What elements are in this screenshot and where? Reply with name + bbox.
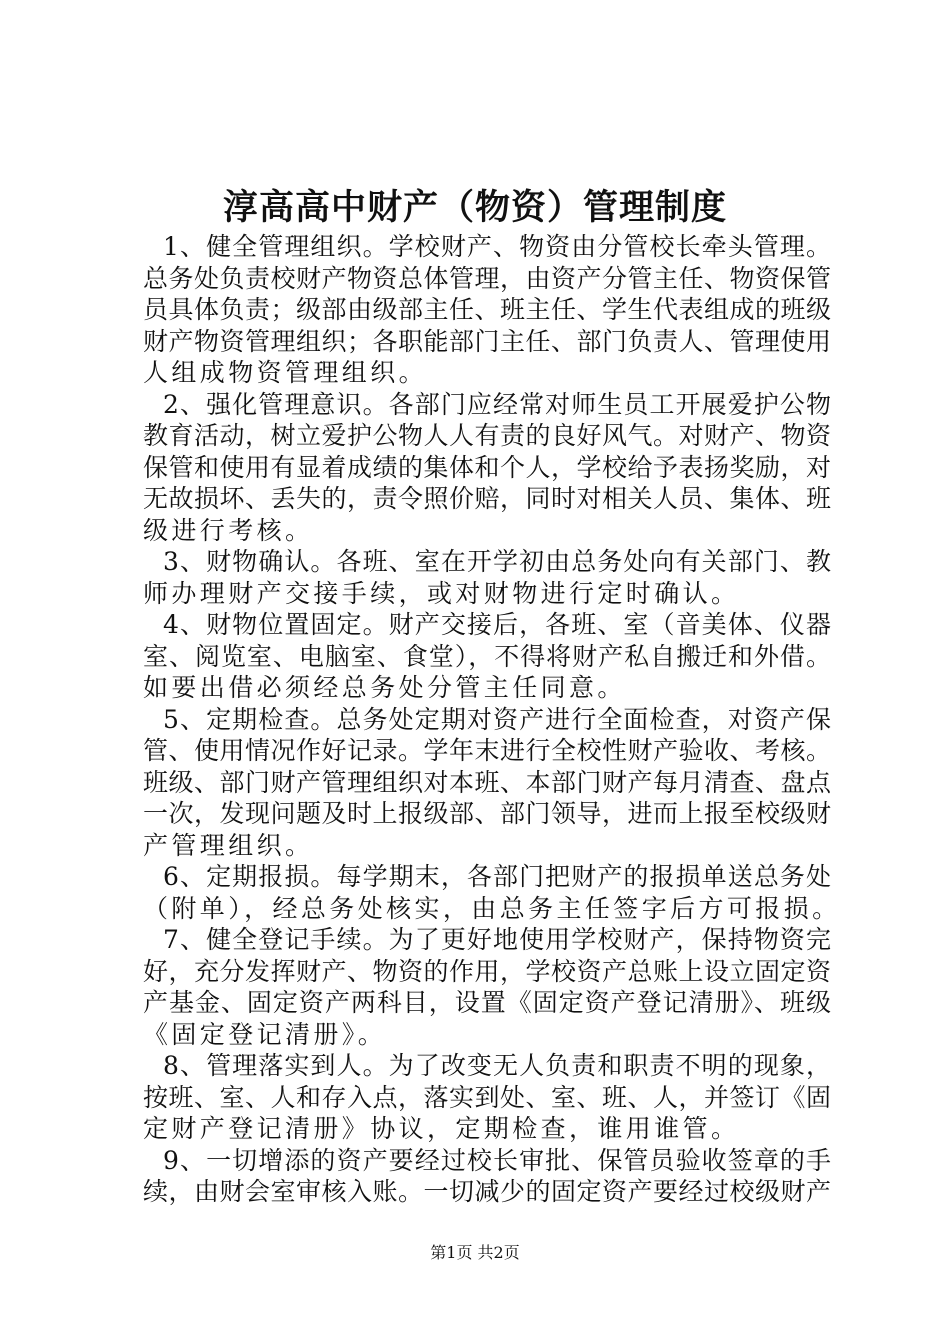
paragraph-line: 班级、部门财产管理组织对本班、本部门财产每月清查、盘点 bbox=[143, 767, 831, 797]
paragraph-line: 按班、室、人和存入点，落实到处、室、班、人，并签订《固 bbox=[143, 1082, 831, 1112]
document-body bbox=[143, 231, 841, 1208]
paragraph-line: 总务处负责校财产物资总体管理，由资产分管主任、物资保管 bbox=[143, 263, 831, 293]
paragraph-line: 定财产登记清册》协议，定期检查，谁用谁管。 bbox=[143, 1114, 740, 1143]
paragraph-line: 9、一切增添的资产要经过校长审批、保管员验收签章的手 bbox=[163, 1145, 831, 1175]
paragraph bbox=[143, 924, 831, 1050]
paragraph-line: 级进行考核。 bbox=[143, 515, 314, 545]
paragraph-line: 员具体负责；级部由级部主任、班主任、学生代表组成的班级 bbox=[143, 295, 831, 324]
paragraph-line: 7、健全登记手续。为了更好地使用学校财产，保持物资完 bbox=[163, 925, 831, 954]
paragraph bbox=[143, 546, 831, 609]
paragraph-line: 管、使用情况作好记录。学年末进行全校性财产验收、考核。 bbox=[143, 736, 831, 765]
paragraph-line: 产基金、固定资产两科目，设置《固定资产登记清册》、班级 bbox=[143, 988, 831, 1017]
paragraph bbox=[143, 231, 831, 389]
document-title: 淳高高中财产（物资）管理制度 bbox=[222, 187, 727, 228]
paragraph-line: 师办理财产交接手续，或对财物进行定时确认。 bbox=[143, 578, 740, 608]
paragraph bbox=[143, 1050, 831, 1145]
page-footer: 第1页 共2页 bbox=[430, 1243, 520, 1262]
paragraph-line: 教育活动，树立爱护公物人人有责的良好风气。对财产、物资 bbox=[143, 421, 831, 450]
paragraph-line: （附单），经总务处核实，由总务主任签字后方可报损。 bbox=[143, 893, 841, 923]
paragraph-line: 1、健全管理组织。学校财产、物资由分管校长牵头管理。 bbox=[163, 232, 831, 261]
paragraph-line: 《固定登记清册》。 bbox=[143, 1019, 387, 1049]
paragraph bbox=[143, 861, 841, 924]
paragraph bbox=[143, 389, 831, 547]
paragraph bbox=[143, 1145, 831, 1208]
paragraph-line: 5、定期检查。总务处定期对资产进行全面检查，对资产保 bbox=[163, 704, 831, 734]
paragraph-line: 室、阅览室、电脑室、食堂），不得将财产私自搬迁和外借。 bbox=[143, 641, 831, 671]
paragraph-line: 人组成物资管理组织。 bbox=[143, 358, 428, 387]
paragraph-line: 3、财物确认。各班、室在开学初由总务处向有关部门、教 bbox=[163, 547, 831, 576]
paragraph-line: 保管和使用有显着成绩的集体和个人，学校给予表扬奖励，对 bbox=[143, 452, 831, 482]
paragraph-line: 续，由财会室审核入账。一切减少的固定资产要经过校级财产 bbox=[143, 1177, 831, 1206]
paragraph-line: 4、财物位置固定。财产交接后，各班、室（音美体、仪器 bbox=[163, 610, 831, 639]
paragraph bbox=[143, 609, 831, 704]
paragraph-line: 无故损坏、丢失的，责令照价赔，同时对相关人员、集体、班 bbox=[143, 484, 831, 513]
paragraph-line: 一次，发现问题及时上报级部、部门领导，进而上报至校级财 bbox=[143, 799, 831, 828]
paragraph-line: 6、定期报损。每学期末，各部门把财产的报损单送总务处 bbox=[163, 862, 831, 891]
paragraph-line: 产管理组织。 bbox=[143, 830, 314, 860]
paragraph-line: 好，充分发挥财产、物资的作用，学校资产总账上设立固定资 bbox=[143, 956, 831, 986]
paragraph-line: 如要出借必须经总务处分管主任同意。 bbox=[143, 673, 626, 702]
paragraph bbox=[143, 704, 831, 862]
paragraph-line: 财产物资管理组织；各职能部门主任、部门负责人、管理使用 bbox=[143, 326, 831, 356]
paragraph-line: 8、管理落实到人。为了改变无人负责和职责不明的现象， bbox=[163, 1051, 831, 1080]
paragraph-line: 2、强化管理意识。各部门应经常对师生员工开展爱护公物 bbox=[163, 389, 831, 419]
